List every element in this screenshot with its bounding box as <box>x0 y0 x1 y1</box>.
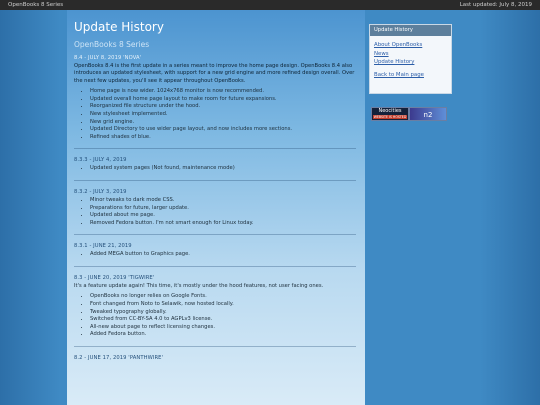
neocities-badge-sub: WEBSITE IS HOSTED <box>373 115 407 119</box>
change-list <box>74 293 356 339</box>
update-entry <box>74 243 356 259</box>
sidebar-link-news[interactable]: News <box>374 50 389 57</box>
entry-heading: 8.4 - JULY 8, 2019 'NOVA' <box>74 55 142 61</box>
sidebar-links <box>370 36 451 79</box>
entry-heading: 8.3.2 - JULY 3, 2019 <box>74 188 127 195</box>
change-item: • Updated about me page. <box>90 212 356 220</box>
page-title: Update History <box>74 20 164 34</box>
change-item: • Font changed from Noto to Selawik, now hosted locally. <box>90 301 356 309</box>
change-item: • New grid engine. <box>90 119 356 127</box>
page-subtitle: OpenBooks 8 Series <box>74 40 150 49</box>
divider <box>74 266 356 267</box>
change-item: • Reorganized file structure under the hood. <box>90 103 356 111</box>
entry-description: OpenBooks 8.4 is the first update in a series meant to improve the home page design. OpenBooks 8.4 also introduces an updated stylesheet, with support for a new grid engine and more refined design overall. Over the next few updates, you'll see it appear throughout OpenBooks. <box>74 63 355 84</box>
change-item: • Home page is now wider. 1024x768 monitor is now recommended. <box>90 88 356 96</box>
n2-badge-label: n2 <box>423 111 433 119</box>
site-name[interactable]: OpenBooks 8 Series <box>8 2 64 8</box>
entry-heading: 8.3.3 - JULY 4, 2019 <box>74 157 127 164</box>
divider <box>74 346 356 347</box>
entry-heading: 8.3.1 - JUNE 21, 2019 <box>74 243 132 250</box>
update-entry <box>74 157 356 173</box>
change-item: • Preparations for future, larger update. <box>90 205 356 213</box>
change-item: • Updated system pages (Not found, maintenance mode) <box>90 165 356 173</box>
entry-heading: 8.3 - JUNE 20, 2019 'TIGWIRE' <box>74 274 155 281</box>
entry-description: It's a feature update again! This time, it's mostly under the hood features, not user facing ones. <box>74 282 324 289</box>
badge-row <box>371 107 447 121</box>
n2-badge[interactable] <box>409 107 447 121</box>
divider <box>74 234 356 235</box>
change-list <box>74 197 356 227</box>
change-list <box>74 88 356 141</box>
update-entry <box>74 275 356 339</box>
sidebar-heading: Update History <box>370 25 451 36</box>
change-item: • Updated overall home page layout to make room for future expansions. <box>90 96 356 104</box>
sidebar-link-update-history[interactable]: Update History <box>374 59 415 66</box>
divider <box>74 180 356 181</box>
neocities-badge[interactable] <box>371 107 409 121</box>
update-entry <box>74 55 356 141</box>
main-content <box>67 10 365 405</box>
change-item: • Switched from CC-BY-SA 4.0 to AGPLv3 license. <box>90 316 356 324</box>
change-item: • All-new about page to reflect licensing changes. <box>90 324 356 332</box>
top-bar <box>0 0 540 10</box>
back-to-main-link[interactable]: Back to Main page <box>374 71 424 78</box>
change-item: • Minor tweaks to dark mode CSS. <box>90 197 356 205</box>
change-item: • OpenBooks no longer relies on Google Fonts. <box>90 293 356 301</box>
update-entry <box>74 355 356 361</box>
divider <box>74 148 356 149</box>
change-item: • Added Fedora button. <box>90 331 356 339</box>
update-entry <box>74 189 356 227</box>
neocities-badge-label: Neocities <box>378 108 402 114</box>
entry-heading: 8.2 - JUNE 17, 2019 'PANTHWIRE' <box>74 354 164 361</box>
change-list <box>74 251 356 259</box>
change-item: • Updated Directory to use wider page layout, and now includes more sections. <box>90 126 356 134</box>
change-list <box>74 165 356 173</box>
change-item: • Added MEGA button to Graphics page. <box>90 251 356 259</box>
change-item: • Removed Fedora button. I'm not smart enough for Linux today. <box>90 220 356 228</box>
sidebar-nav <box>369 24 452 94</box>
last-updated: Last updated: July 8, 2019 <box>459 2 532 8</box>
sidebar-link-about[interactable]: About OpenBooks <box>374 42 423 48</box>
change-item: • Tweaked typography globally. <box>90 309 356 317</box>
change-item: • New stylesheet implemented. <box>90 111 356 119</box>
change-item: • Refined shades of blue. <box>90 134 356 142</box>
